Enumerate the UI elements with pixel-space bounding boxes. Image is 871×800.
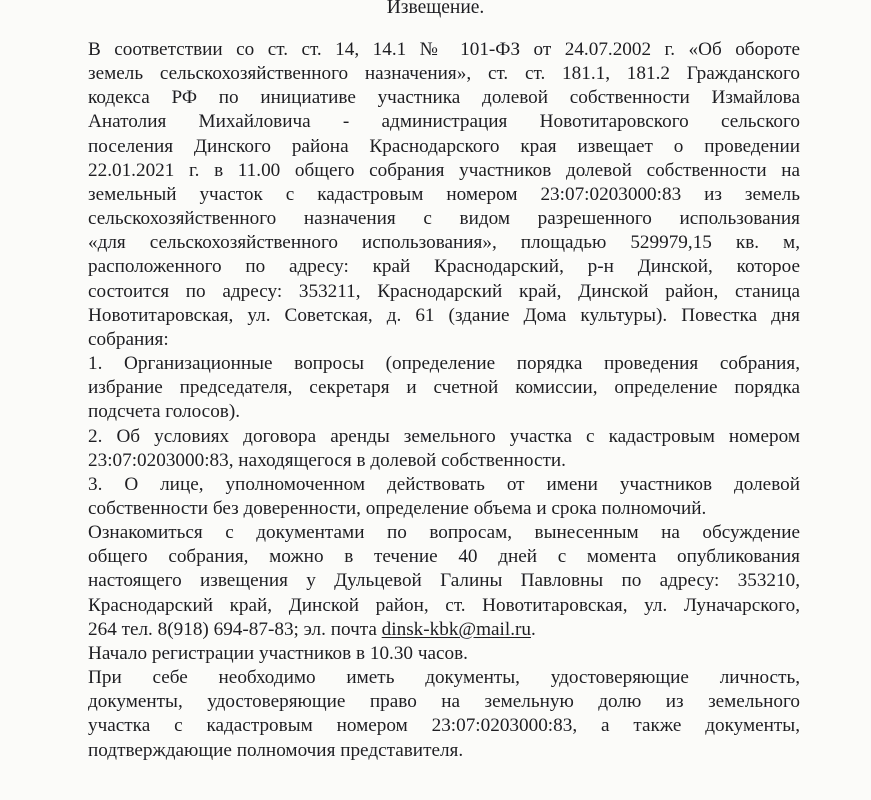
text-line: Начало регистрации участников в 10.30 часов. (88, 642, 468, 664)
text-line: земельный участок с кадастровым номером 23:07:0203000:83 из земель (88, 183, 800, 205)
document-body (88, 38, 800, 763)
text-line: состоится по адресу: 353211, Краснодарский край, Динской район, станица (88, 280, 800, 302)
document-title: Извещение. (386, 0, 485, 18)
text-line: собрания: (88, 328, 169, 350)
text-line: настоящего извещения у Дульцевой Галины Павловны по адресу: 353210, (88, 570, 800, 592)
agenda-item-3 (88, 473, 800, 521)
text-line: При себе необходимо иметь документы, удостоверяющие личность, (88, 667, 800, 689)
paragraph-meeting-notice (88, 38, 800, 352)
text-line: расположенного по адресу: край Краснодарский, р-н Динской, которое (88, 256, 800, 278)
contact-line (88, 618, 800, 642)
text-line: кодекса РФ по инициативе участника долевой собственности Измайлова (88, 87, 800, 109)
text-line: общего собрания, можно в течение 40 дней с момента опубликования (88, 546, 800, 568)
text-line: избрание председателя, секретаря и счетной комиссии, определение порядка (88, 377, 800, 399)
contact-text: 264 тел. 8(918) 694-87-83; эл. почта (88, 618, 382, 640)
text-line: 1. Организационные вопросы (определение порядка проведения собрания, (88, 353, 800, 375)
paragraph-required-documents (88, 666, 800, 763)
text-line: земель сельскохозяйственного назначения», ст. ст. 181.1, 181.2 Гражданского (88, 63, 800, 85)
text-line: 2. Об условиях договора аренды земельного участка с кадастровым номером (88, 425, 800, 447)
paragraph-documents-review (88, 521, 800, 642)
paragraph-registration (88, 642, 800, 666)
email-link[interactable]: dinsk-kbk@mail.ru (381, 618, 531, 640)
text-line: поселения Динского района Краснодарского края извещает о проведении (88, 135, 800, 157)
text-line: 3. О лице, уполномоченном действовать от имени участников долевой (88, 473, 800, 495)
agenda-item-2 (88, 425, 800, 473)
text-line: собственности без доверенности, определение объема и срока полномочий. (88, 497, 707, 519)
text-line: 22.01.2021 г. в 11.00 общего собрания участников долевой собственности на (88, 159, 800, 181)
text-line: Анатолия Михайловича - администрация Новотитаровского сельского (88, 111, 800, 133)
text-line: Новотитаровская, ул. Советская, д. 61 (здание Дома культуры). Повестка дня (88, 304, 800, 326)
text-line: сельскохозяйственного назначения с видом разрешенного использования (88, 208, 800, 230)
text-line: В соответствии со ст. ст. 14, 14.1 № 101-ФЗ от 24.07.2002 г. «Об обороте (88, 39, 800, 60)
agenda-item-1 (88, 352, 800, 424)
contact-end: . (530, 618, 536, 640)
text-line: Краснодарский край, Динской район, ст. Новотитаровская, ул. Луначарского, (88, 594, 800, 616)
text-line: подсчета голосов). (88, 401, 241, 423)
text-line: подтверждающие полномочия представителя. (88, 739, 464, 761)
text-line: 23:07:0203000:83, находящегося в долевой собственности. (88, 449, 566, 471)
text-line: Ознакомиться с документами по вопросам, вынесенным на обсуждение (88, 522, 800, 544)
text-line: документы, удостоверяющие право на земельную долю из земельного (88, 691, 800, 713)
text-line: участка с кадастровым номером 23:07:0203000:83, а также документы, (88, 715, 800, 737)
text-line: «для сельскохозяйственного использования», площадью 529979,15 кв. м, (88, 232, 800, 254)
